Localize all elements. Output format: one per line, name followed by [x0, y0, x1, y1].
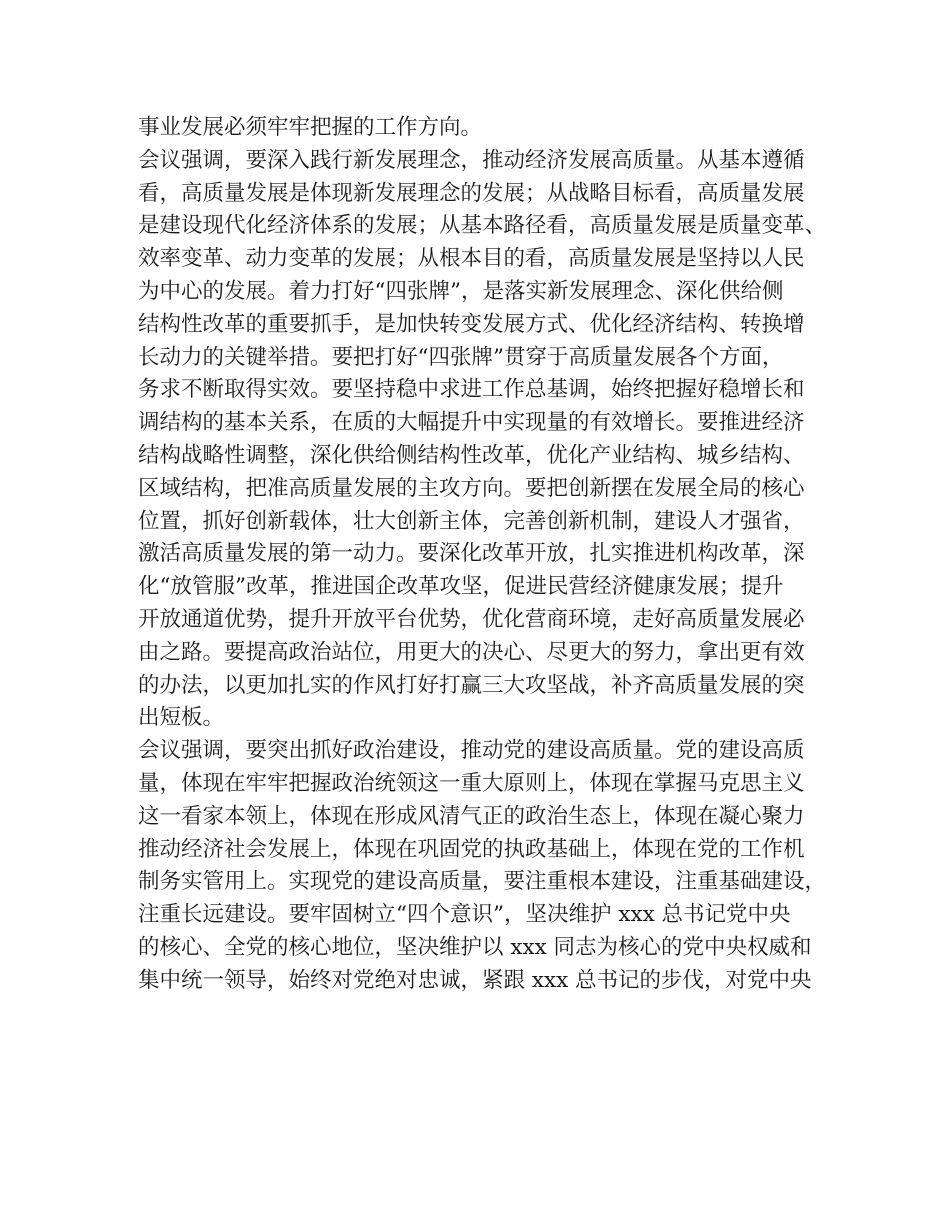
text-line: 制务实管用上。实现党的建设高质量，要注重根本建设，注重基础建设，	[138, 869, 827, 895]
text-line: 由之路。要提高政治站位，用更大的决心、尽更大的努力，拿出更有效	[138, 639, 805, 665]
text-line: 事业发展必须牢牢把握的工作方向。	[138, 115, 483, 140]
text-line: 推动经济社会发展上，体现在巩固党的执政基础上，体现在党的工作机	[138, 836, 805, 862]
text-line: 效率变革、动力变革的发展；从根本目的看，高质量发展是坚持以人民	[138, 246, 805, 272]
text-line: 量，体现在牢牢把握政治统领这一重大原则上，体现在掌握马克思主义	[138, 770, 805, 796]
text-line: 集中统一领导，始终对党绝对忠诚，紧跟 xxx 总书记的步伐，对党中央	[138, 967, 812, 993]
text-line: 结构战略性调整，深化供给侧结构性改革，优化产业结构、城乡结构、	[138, 442, 805, 468]
text-line: 结构性改革的重要抓手，是加快转变发展方式、优化经济结构、转换增	[138, 311, 805, 337]
text-line: 长动力的关键举措。要把打好“四张牌”贯穿于高质量发展各个方面，	[138, 344, 784, 370]
text-line: 务求不断取得实效。要坚持稳中求进工作总基调，始终把握好稳增长和	[138, 377, 805, 403]
text-line: 为中心的发展。着力打好“四张牌”，是落实新发展理念、深化供给侧	[138, 278, 784, 304]
text-line: 会议强调，要突出抓好政治建设，推动党的建设高质量。党的建设高质	[138, 738, 805, 764]
text-line: 的核心、全党的核心地位，坚决维护以 xxx 同志为核心的党中央权威和	[138, 934, 812, 960]
text-line: 看，高质量发展是体现新发展理念的发展；从战略目标看，高质量发展	[138, 180, 805, 206]
text-line: 注重长远建设。要牢固树立“四个意识”，坚决维护 xxx 总书记党中央	[138, 902, 791, 928]
text-line: 会议强调，要深入践行新发展理念，推动经济发展高质量。从基本遵循	[138, 147, 805, 173]
text-line: 激活高质量发展的第一动力。要深化改革开放，扎实推进机构改革，深	[138, 541, 805, 567]
text-line: 调结构的基本关系，在质的大幅提升中实现量的有效增长。要推进经济	[138, 410, 805, 436]
text-line: 的办法，以更加扎实的作风打好打赢三大攻坚战，补齐高质量发展的突	[138, 672, 805, 698]
text-line: 出短板。	[138, 705, 225, 731]
text-line: 化“放管服”改革，推进国企改革攻坚，促进民营经济健康发展；提升	[138, 574, 784, 600]
document-body	[138, 112, 828, 998]
text-line: 区域结构，把准高质量发展的主攻方向。要把创新摆在发展全局的核心	[138, 475, 805, 501]
text-line: 位置，抓好创新载体，壮大创新主体，完善创新机制，建设人才强省，	[138, 508, 805, 534]
text-line: 是建设现代化经济体系的发展；从基本路径看，高质量发展是质量变革、	[138, 213, 827, 239]
text-line: 开放通道优势，提升开放平台优势，优化营商环境，走好高质量发展必	[138, 606, 805, 632]
text-line: 这一看家本领上，体现在形成风清气正的政治生态上，体现在凝心聚力	[138, 803, 805, 829]
